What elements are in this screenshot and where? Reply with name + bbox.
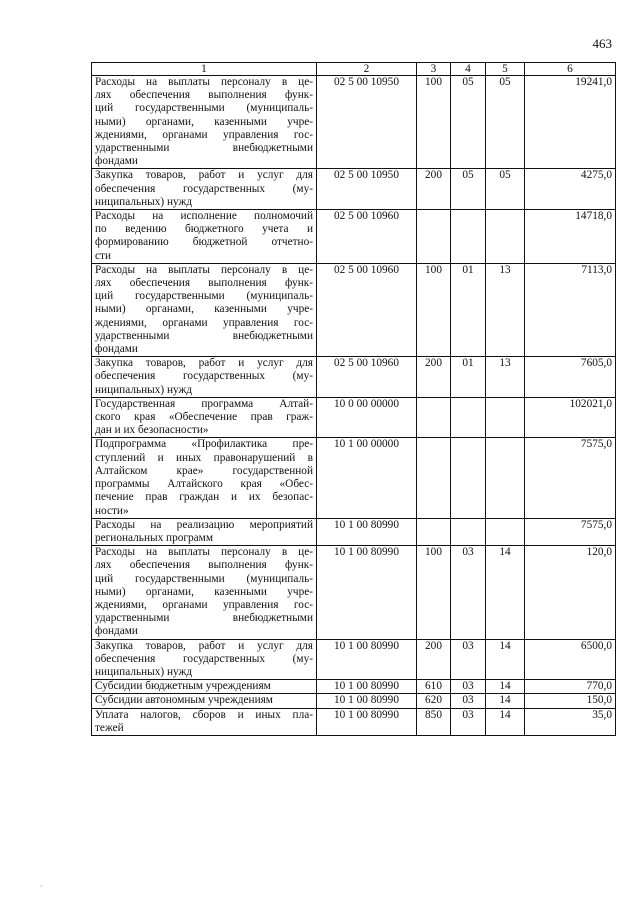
description-line: фондами: [95, 343, 138, 356]
description-line: ждениями, органами управления гос-: [95, 598, 313, 611]
target-article-code: 02 5 00 10950: [317, 169, 417, 210]
target-article-code: 02 5 00 10950: [317, 76, 417, 169]
amount-value: 120,0: [525, 546, 616, 639]
expense-type-code: 610: [417, 680, 451, 694]
section-code: [451, 397, 486, 438]
target-article-code: 02 5 00 10960: [317, 210, 417, 264]
subsection-code: 13: [486, 263, 525, 356]
row-description: [92, 694, 317, 708]
target-article-code: 02 5 00 10960: [317, 263, 417, 356]
target-article-code: 10 0 00 00000: [317, 397, 417, 438]
row-description: [92, 263, 317, 356]
table-row: [92, 210, 616, 264]
target-article-code: 10 1 00 80990: [317, 694, 417, 708]
description-line: Государственная программа Алтай-: [95, 397, 313, 410]
table-row: [92, 546, 616, 639]
description-line: Расходы на выплаты персоналу в це-: [95, 546, 313, 559]
expense-type-code: [417, 438, 451, 518]
target-article-code: 02 5 00 10960: [317, 357, 417, 398]
expense-type-code: 100: [417, 546, 451, 639]
description-line: ниципальных) нужд: [95, 665, 193, 678]
description-line: ударственными внебюджетными: [95, 142, 313, 155]
amount-value: 770,0: [525, 680, 616, 694]
description-line: программы Алтайского края «Обес-: [95, 478, 313, 491]
table-row: [92, 680, 616, 694]
subsection-code: [486, 210, 525, 264]
description-line: ударственными внебюджетными: [95, 329, 313, 342]
description-line: Подпрограмма «Профилактика пре-: [95, 438, 313, 451]
section-code: 03: [451, 680, 486, 694]
subsection-code: [486, 438, 525, 518]
row-description: [92, 708, 317, 735]
description-line: формированию бюджетной отчетно-: [95, 236, 313, 249]
description-line: печение прав граждан и их безопас-: [95, 491, 313, 504]
row-description: [92, 397, 317, 438]
table-row: [92, 708, 616, 735]
amount-value: 7113,0: [525, 263, 616, 356]
description-line: Закупка товаров, работ и услуг для: [95, 357, 313, 370]
description-line: Расходы на исполнение полномочий: [95, 210, 313, 223]
table-row: [92, 694, 616, 708]
amount-value: 150,0: [525, 694, 616, 708]
section-code: 03: [451, 708, 486, 735]
description-line: лях обеспечения выполнения функ-: [95, 277, 313, 290]
description-line: ций государственными (муниципаль-: [95, 102, 313, 115]
column-header-4: 4: [451, 63, 486, 76]
subsection-code: [486, 518, 525, 545]
row-description: [92, 546, 317, 639]
amount-value: 6500,0: [525, 639, 616, 680]
description-line: региональных программ: [95, 531, 213, 544]
row-description: [92, 210, 317, 264]
target-article-code: 10 1 00 80990: [317, 680, 417, 694]
description-line: Уплата налогов, сборов и иных пла-: [95, 708, 313, 721]
amount-value: 102021,0: [525, 397, 616, 438]
description-line: тежей: [95, 721, 124, 734]
description-line: фондами: [95, 155, 138, 168]
description-line: ского края «Обеспечение прав граж-: [95, 411, 313, 424]
description-line: Расходы на выплаты персоналу в це-: [95, 76, 313, 88]
table-row: [92, 263, 616, 356]
description-line: Закупка товаров, работ и услуг для: [95, 639, 313, 652]
section-code: 01: [451, 357, 486, 398]
amount-value: 7575,0: [525, 438, 616, 518]
amount-value: 4275,0: [525, 169, 616, 210]
table-row: [92, 76, 616, 169]
target-article-code: 10 1 00 80990: [317, 518, 417, 545]
row-description: [92, 680, 317, 694]
subsection-code: 14: [486, 708, 525, 735]
subsection-code: 14: [486, 546, 525, 639]
description-line: обеспечения государственных (му-: [95, 652, 313, 665]
row-description: [92, 438, 317, 518]
target-article-code: 10 1 00 80990: [317, 639, 417, 680]
expense-type-code: 100: [417, 263, 451, 356]
description-line: ными) органами, казенными учре-: [95, 115, 313, 128]
description-line: ниципальных) нужд: [95, 195, 193, 208]
description-line: Закупка товаров, работ и услуг для: [95, 169, 313, 182]
expense-type-code: 200: [417, 357, 451, 398]
expense-type-code: 100: [417, 76, 451, 169]
description-line: лях обеспечения выполнения функ-: [95, 89, 313, 102]
description-line: ций государственными (муниципаль-: [95, 572, 313, 585]
amount-value: 7575,0: [525, 518, 616, 545]
description-line: по ведению бюджетного учета и: [95, 223, 313, 236]
expense-type-code: [417, 518, 451, 545]
table-row: [92, 639, 616, 680]
description-line: Субсидии бюджетным учреждениям: [95, 680, 271, 693]
description-line: Алтайском крае» государственной: [95, 464, 313, 477]
page-number: 463: [592, 36, 612, 51]
description-line: сти: [95, 249, 111, 262]
target-article-code: 10 1 00 80990: [317, 546, 417, 639]
section-code: [451, 518, 486, 545]
description-line: фондами: [95, 625, 138, 638]
section-code: 01: [451, 263, 486, 356]
description-line: ниципальных) нужд: [95, 383, 193, 396]
description-line: Расходы на выплаты персоналу в це-: [95, 263, 313, 276]
table-row: [92, 357, 616, 398]
description-line: обеспечения государственных (му-: [95, 370, 313, 383]
row-description: [92, 357, 317, 398]
row-description: [92, 639, 317, 680]
subsection-code: 14: [486, 639, 525, 680]
subsection-code: 14: [486, 680, 525, 694]
column-header-6: 6: [525, 63, 616, 76]
amount-value: 7605,0: [525, 357, 616, 398]
target-article-code: 10 1 00 00000: [317, 438, 417, 518]
description-line: обеспечения государственных (му-: [95, 182, 313, 195]
subsection-code: [486, 397, 525, 438]
scan-dot: ·: [40, 882, 43, 891]
subsection-code: 05: [486, 76, 525, 169]
section-code: 05: [451, 169, 486, 210]
expense-type-code: [417, 397, 451, 438]
row-description: [92, 518, 317, 545]
section-code: 03: [451, 546, 486, 639]
expense-type-code: 200: [417, 639, 451, 680]
column-header-1: 1: [92, 63, 317, 76]
target-article-code: 10 1 00 80990: [317, 708, 417, 735]
table-body: [92, 76, 616, 736]
amount-value: 19241,0: [525, 76, 616, 169]
table-row: [92, 518, 616, 545]
subsection-code: 14: [486, 694, 525, 708]
row-description: [92, 169, 317, 210]
description-line: ными) органами, казенными учре-: [95, 303, 313, 316]
column-header-3: 3: [417, 63, 451, 76]
amount-value: 14718,0: [525, 210, 616, 264]
expense-type-code: 620: [417, 694, 451, 708]
amount-value: 35,0: [525, 708, 616, 735]
section-code: [451, 438, 486, 518]
section-code: [451, 210, 486, 264]
description-line: ными) органами, казенными учре-: [95, 585, 313, 598]
budget-table: [91, 62, 616, 736]
subsection-code: 13: [486, 357, 525, 398]
description-line: ждениями, органами управления гос-: [95, 316, 313, 329]
description-line: ступлений и иных правонарушений в: [95, 451, 313, 464]
expense-type-code: 200: [417, 169, 451, 210]
description-line: ждениями, органами управления гос-: [95, 128, 313, 141]
description-line: лях обеспечения выполнения функ-: [95, 559, 313, 572]
expense-type-code: 850: [417, 708, 451, 735]
table-row: [92, 438, 616, 518]
description-line: ударственными внебюджетными: [95, 612, 313, 625]
expense-type-code: [417, 210, 451, 264]
row-description: [92, 76, 317, 169]
description-line: ности»: [95, 504, 129, 517]
section-code: 05: [451, 76, 486, 169]
table-row: [92, 169, 616, 210]
section-code: 03: [451, 694, 486, 708]
description-line: Субсидии автономным учреждениям: [95, 694, 273, 707]
description-line: ций государственными (муниципаль-: [95, 290, 313, 303]
column-header-5: 5: [486, 63, 525, 76]
description-line: Расходы на реализацию мероприятий: [95, 518, 313, 531]
subsection-code: 05: [486, 169, 525, 210]
table-header-row: [92, 63, 616, 76]
description-line: дан и их безопасности»: [95, 424, 209, 437]
section-code: 03: [451, 639, 486, 680]
table-row: [92, 397, 616, 438]
column-header-2: 2: [317, 63, 417, 76]
